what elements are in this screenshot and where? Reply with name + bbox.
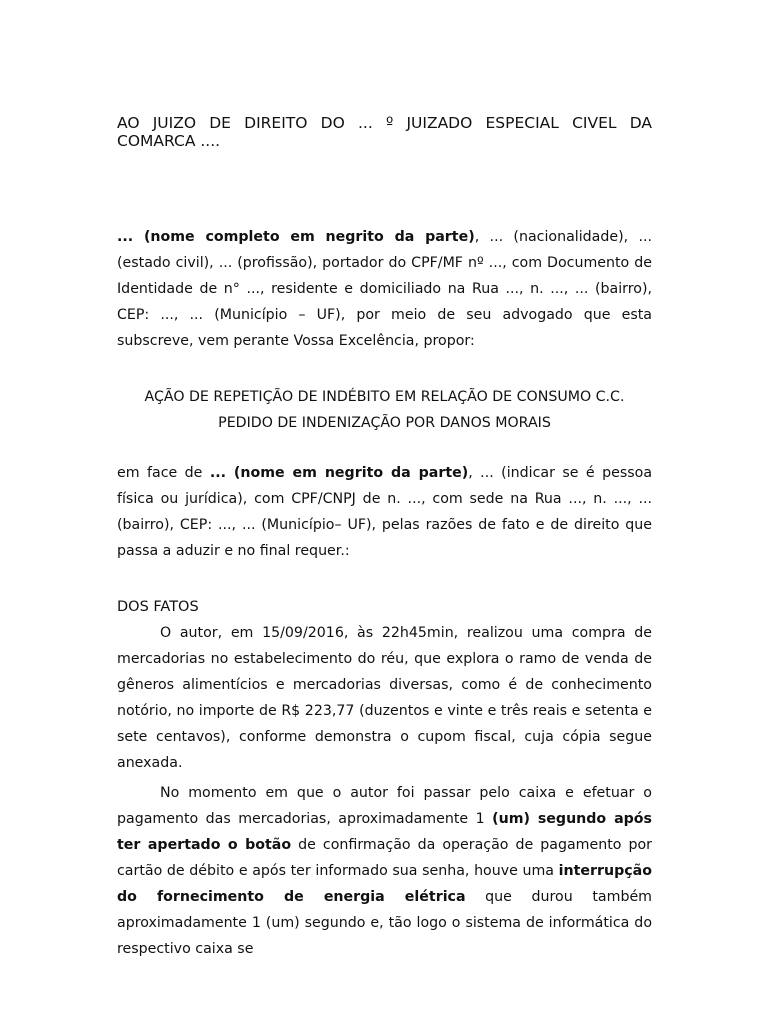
facts-paragraph-2-bold-2: interrupção do fornecimento de energia elétrica <box>117 863 652 905</box>
facts-paragraph-2 <box>117 780 652 962</box>
party-qualification-paragraph <box>117 224 652 354</box>
addressee-line-1: AO JUIZO DE DIREITO DO ... º JUIZADO ESPECIAL CIVEL DA <box>117 114 652 132</box>
facts-paragraph-2-bold-1: (um) segundo após ter apertado o botão <box>117 811 652 853</box>
action-title <box>117 384 652 436</box>
addressee-line-2: COMARCA .... <box>117 132 221 150</box>
plaintiff-name: ... (nome completo em negrito da parte) <box>117 229 475 245</box>
section-heading-facts: DOS FATOS <box>117 599 199 615</box>
facts-paragraph-2-part-3: que durou também aproximadamente 1 (um) segundo e, tão logo o sistema de informática do respectivo caixa se <box>117 889 652 957</box>
addressee-header <box>117 114 652 150</box>
action-title-line-2: PEDIDO DE INDENIZAÇÃO POR DANOS MORAIS <box>218 415 551 431</box>
defendant-qualification-text: , ... (indicar se é pessoa física ou jurídica), com CPF/CNPJ de n. ..., com sede na Rua ..., n. ..., ... (bairro), CEP: ..., ... (Município– UF), pelas razões de fato e de direito que passa a aduzir e no final requer.: <box>117 465 653 559</box>
defendant-name: ... (nome em negrito da parte) <box>209 465 469 481</box>
defendant-paragraph <box>117 460 652 564</box>
action-title-line-1: AÇÃO DE REPETIÇÃO DE INDÉBITO EM RELAÇÃO DE CONSUMO C.C. <box>144 389 625 405</box>
defendant-prefix: em face de <box>117 465 210 481</box>
facts-paragraph-1: O autor, em 15/09/2016, às 22h45min, realizou uma compra de mercadorias no estabelecimento do réu, que explora o ramo de venda de gêneros alimentícios e mercadorias diversas, como é de conhecimento notório, no importe de R$ 223,77 (duzentos e vinte e três reais e setenta e sete centavos), conforme demonstra o cupom fiscal, cuja cópia segue anexada. <box>117 625 652 771</box>
facts-paragraph-2-part-2: de confirmação da operação de pagamento por cartão de débito e após ter informado sua senha, houve uma <box>117 837 652 879</box>
plaintiff-qualification-text: , ... (nacionalidade), ... (estado civil), ... (profissão), portador do CPF/MF nº ..., com Documento de Identidade de n° ..., residente e domiciliado na Rua ..., n. ..., ... (bairro), CEP: ..., ... (Município – UF), por meio de seu advogado que esta subscreve, vem perante Vossa Excelência, propor: <box>117 229 653 349</box>
facts-paragraph-2-part-1: No momento em que o autor foi passar pelo caixa e efetuar o pagamento das mercadorias, aproximadamente 1 <box>117 785 652 827</box>
